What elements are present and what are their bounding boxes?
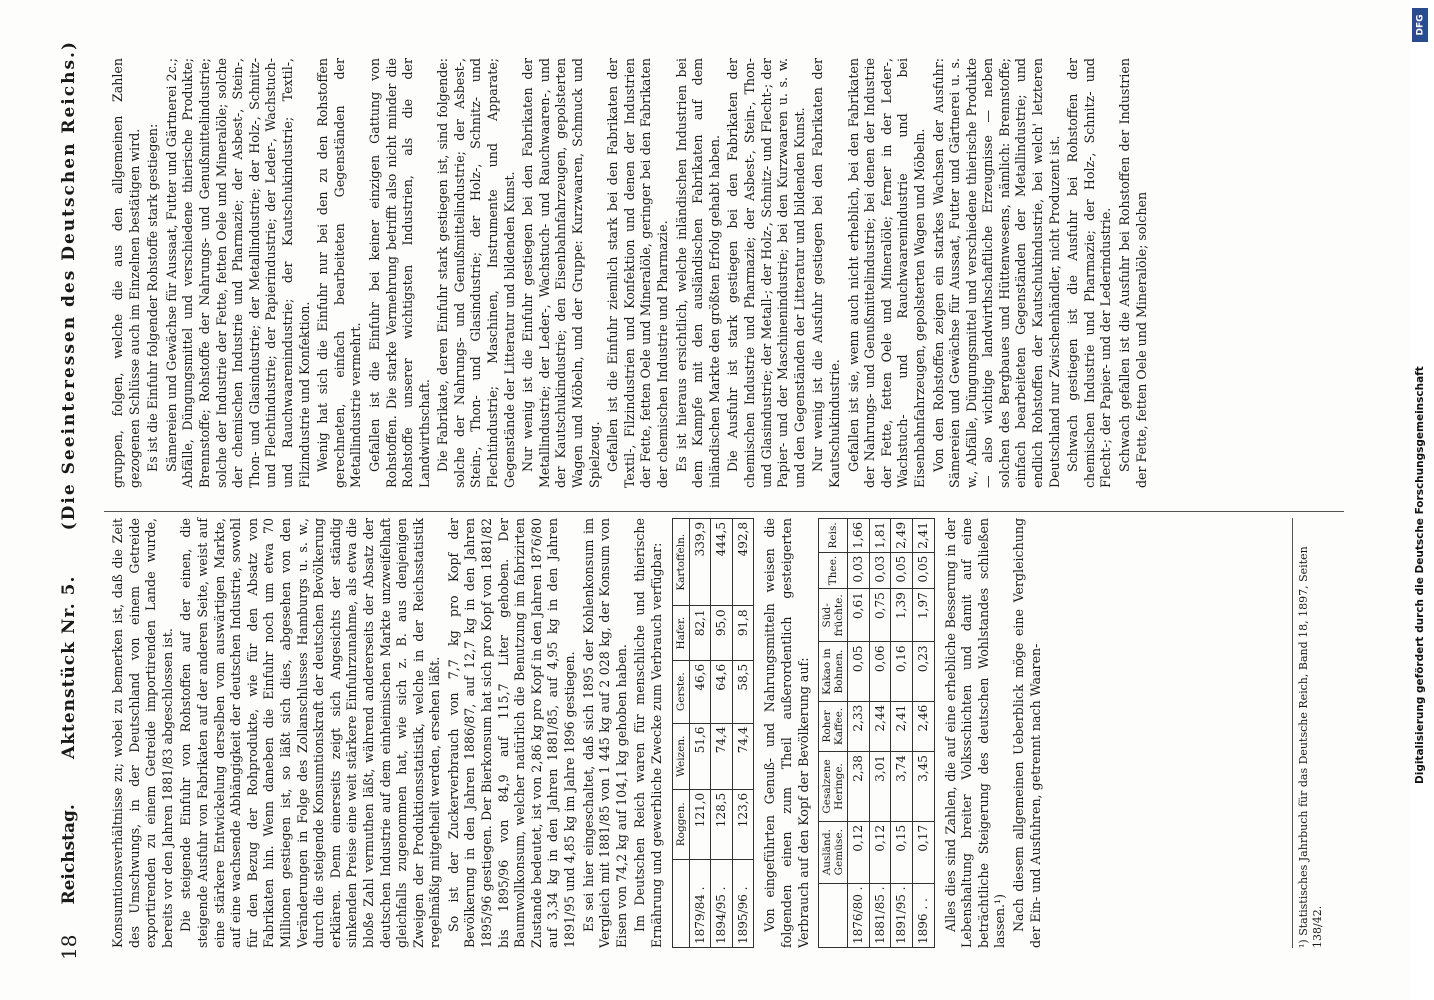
paragraph: Alles dies sind Zahlen, die auf eine erhebliche Besserung in der Lebenshaltung breiter Volksschichten und damit auf eine beträchtliche Steigerung des deutschen Wohlstandes schließen lassen.¹) [942,518,1008,948]
table-row [912,519,934,948]
column-divider [104,511,1344,512]
paragraph: Im Deutschen Reich waren für menschliche und thierische Ernährung und gewerbliche Zwecke zum Verbrauch verfügbar: [632,518,664,948]
table-cell: 2,38 [848,752,870,822]
paragraph: Schwach gefallen ist die Ausfuhr bei Rohstoffen der Industrien der Fette, fetten Oele und Mineralöle; solchen [1117,58,1149,488]
paragraph: Die Fabrikate, deren Einfuhr stark gestiegen ist, sind folgende: solche der Nahrungs- und Genußmittelindustrie; der Asbest-, Stein-, Thon- und Glasindustrie; der Holz-, Schnitz- und Flechtindustrie; Maschinen, Instrumente und Apparate; Gegenstände der Litteratur und bildenden Kunst. [435,58,517,488]
table-cell: 2,44 [869,701,891,751]
table-cell: 1894/95 . [711,859,733,947]
table-row [869,519,891,948]
table-cell: 0,05 [912,552,934,589]
table-cell: 2,49 [891,519,913,553]
table-header [672,859,689,947]
dfg-logo-icon [1412,8,1428,42]
digitization-sidebar [1408,0,1434,1000]
table-cell: 2,33 [848,701,870,751]
table-cell: 74,4 [711,723,733,789]
paragraph: Nur wenig ist die Einfuhr gestiegen bei den Fabrikaten der Metallindustrie; der Leder-, Wachstuch- und Rauchwaaren-, und der Kautschukindustrie; den Eisenbahnfahrzeugen, gepolsterten Wagen und Möbeln, und der Gruppe: Kurzwaaren, Schmuck und Spielzeug. [520,58,602,488]
paragraph: Die Ausfuhr ist stark gestiegen bei den Fabrikaten der chemischen Industrie und Pharmazie; der Asbest-, Stein-, Thon- und Glasindustrie; der Metall-; der Holz-, Schnitz- und Flecht-; der Papier- und der Maschinenindustrie; bei den Kurzwaaren u. s. w. und den Gegenständen der Litteratur und bildenden Kunst. [725,58,807,488]
table-cell: 64,6 [711,660,733,723]
paragraph: Wenig hat sich die Einfuhr nur bei den zu den Rohstoffen gerechneten, einfach bearbeiteten Gegenständen der Metallindustrie vermehrt. [315,58,364,488]
paragraph: Die steigende Einfuhr von Rohstoffen auf der einen, die steigende Ausfuhr von Fabrikaten auf der anderen Seite, weist auf eine stärkere Entwickelung derselben vom auswärtigen Markte, auf eine wachsende Abhängigkeit der deutschen Industrie, sowohl für den Bezug der Rohprodukte, wie für den Absatz von Fabrikaten hin. Wenn daneben die Einfuhr noch um etwa 70 Millionen gestiegen ist, so läßt sich dies, abgesehen von den Veränderungen in Folge des Zollanschlusses Hamburgs u. s. w., durch die steigende Konsumtionskraft der deutschen Bevölkerung erklären. Denn einerseits zeigt sich Angesichts der ständig sinkenden Preise eine weit stärkere Einfuhrzunahme, als etwa die bloße Zahl vermuthen läßt, während andererseits der Absatz der deutschen Industrie auf dem einheimischen Markte unzweifelhaft gleichfalls zugenommen hat, wie sich z. B. aus denjenigen Zweigen der Produktionsstatistik, welche in der Reichsstatistik regelmäßig mitgetheilt werden, ersehen läßt. [178,518,443,948]
table-cell: 339,9 [689,519,711,606]
page-header [52,40,86,960]
table-cell: 1,39 [891,589,913,642]
table-header-row [672,519,689,948]
table-cell: 0,05 [848,642,870,701]
table-cell: 0,75 [869,589,891,642]
table-cell: 123,6 [732,789,754,859]
table-cell: 444,5 [711,519,733,606]
table-cell: 128,5 [711,789,733,859]
table-cell: 0,61 [848,589,870,642]
table-header: Ausländ. Gemüse. [819,821,848,883]
table-cell: 1879/84 . [689,859,711,947]
table-cell: 0,23 [912,642,934,701]
paragraph: Es ist die Einfuhr folgender Rohstoffe stark gestiegen: [145,123,161,472]
table-row [711,519,733,948]
table-cell: 1891/95 . [891,883,913,947]
table-cell: 492,8 [732,519,754,606]
paragraph: Nach diesem allgemeinen Ueberblick möge eine Vergleichung der Ein- und Ausfuhren, getrennt nach Waaren- [1010,518,1043,948]
table-cell: 0,16 [891,642,913,701]
table-cell: 95,0 [711,606,733,660]
table-header: Roggen. [672,789,689,859]
table-header: Süd-früchte. [819,589,848,642]
table-cell: 0,12 [869,821,891,883]
paragraph: Gefallen ist die Einfuhr ziemlich stark bei den Fabrikaten der Textil-, Filzindustrien und Konfektion und denen der Industrien der Fette, fetten Oele und Mineralöle, geringer bei den Fabrikaten der chemischen Industrie und Pharmazie. [605,58,670,488]
table-header: Hafer. [672,606,689,660]
table-cell: 0,17 [912,821,934,883]
consumption-table-grains [672,518,755,948]
table-header: Kartoffeln. [672,519,689,606]
right-column [110,58,1152,488]
table-cell: 1881/85 . [869,883,891,947]
table-row [732,519,754,948]
table-header-row [819,519,848,948]
paragraph: Es sei hier eingeschaltet, daß sich 1895 der Kohlenkonsum im Vergleich mit 1881/85 von 1 445 kg auf 2 028 kg, der Konsum von Eisen von 74,2 kg auf 104,1 kg gehoben haben. [580,518,629,948]
table-row [848,519,870,948]
table-cell: 1,81 [869,519,891,553]
table-cell: 1,97 [912,589,934,642]
header-center-title: Aktenstück Nr. 5. [58,575,79,759]
table-cell: 1,66 [848,519,870,553]
table-cell: 0,05 [891,552,913,589]
table-cell: 2,41 [891,701,913,751]
paragraph: Von eingeführten Genuß- und Nahrungsmitteln weisen die folgenden einen zum Theil außerordentlich gesteigerten Verbrauch auf den Kopf der Bevölkerung auf: [762,518,811,948]
header-left-title: Reichstag. [58,804,79,905]
table-cell: 3,01 [869,752,891,822]
header-right-title: (Die Seeinteressen des Deutschen Reichs.) [58,40,79,531]
table-cell: 2,46 [912,701,934,751]
paragraph: Sämereien und Gewächse für Aussaat, Futter und Gärtnerei 2c.; Abfälle, Düngungsmittel und verschiedene thierische Produkte; Brennstoffe; Rohstoffe der Nahrungs- und Genußmittelindustrie; solche der Industrie der Fette, fetten Oele und Mineralöle; solche der chemischen Industrie und Pharmazie; der Asbest-, Stein-, Thon- und Glasindustrie; der Metallindustrie; der Holz-, Schnitz- und Flechtindustrie; der Papierindustrie; der Leder-, Wachstuch- und Rauchwaarenindustrie; der Kautschukindustrie; Textil-, Filzindustrie und Konfektion. [163,58,312,488]
table-cell: 3,74 [891,752,913,822]
table-cell: 91,8 [732,606,754,660]
table-cell: 0,03 [848,552,870,589]
left-column [110,518,1046,948]
table-header: Reis. [819,519,848,553]
paragraph: Von den Rohstoffen zeigen ein starkes Wachsen der Ausfuhr: Sämereien und Gewächse für Aussaat, Futter und Gärtnerei u. s. w., Abfälle, Düngungsmittel und verschiedene thierische Produkte — also wichtige landwirthschaftliche Erzeugnisse — neben solchen des Bergbaues und Hüttenwesens, nämlich: Brennstoffe; einfach bearbeiteten Gegenständen der Metallindustrie; und endlich Rohstoffen der Kautschukindustrie, bei welch' letzteren Deutschland nur Zwischenhändler, nicht Produzent ist. [930,58,1062,488]
table-header: Roher Kaffee. [819,701,848,751]
paragraph: Schwach gestiegen ist die Ausfuhr bei Rohstoffen der chemischen Industrie und Pharmazie; der Holz-, Schnitz- und Flecht-; der Papier- und der Lederindustrie. [1065,58,1114,488]
table-cell: 121,0 [689,789,711,859]
table-cell: 0,12 [848,821,870,883]
table-cell: 1895/96 . [732,859,754,947]
consumption-table-imports [818,518,934,948]
table-cell: 3,45 [912,752,934,822]
paragraph: Konsumtionsverhältnisse zu; wobei zu bemerken ist, daß die Zeit des Umschwungs, in der Deutschland von einem Getreide exportirenden zu einem Getreide importirenden Lande wurde, bereits vor den Jahren 1881/83 abgeschlossen ist. [110,518,175,948]
paragraph: Gefallen ist sie, wenn auch nicht erheblich, bei den Fabrikaten der Nahrungs- und Genußmittelindustrie; bei denen der Industrie der Fette, fetten Oele und Mineralöle; ferner in der Leder-, Wachstuch- und Rauchwaarenindustrie und bei Eisenbahnfahrzeugen, gepolsterten Wagen und Möbeln. [845,58,927,488]
table-header [819,883,848,947]
table-cell: 1876/80 . [848,883,870,947]
footnote: ¹) Statistisches Jahrbuch für das Deutsche Reich, Band 18, 1897, Seiten 138/42. [1292,518,1325,948]
paragraph: Nur wenig ist die Ausfuhr gestiegen bei den Fabrikaten der Kautschukindustrie. [810,58,842,488]
paragraph: gruppen, folgen, welche die aus den allgemeinen Zahlen gezogenen Schlüsse auch im Einzelnen bestätigen wird. [110,58,142,488]
table-row [689,519,711,948]
paragraph: Gefallen ist die Einfuhr bei keiner einzigen Gattung von Rohstoffen. Die starke Vermehrung betrifft also nicht minder die Rohstoffe unserer wichtigsten Industrien, als die der Landwirthschaft. [366,58,432,488]
table-cell: 74,4 [732,723,754,789]
table-cell: 58,5 [732,660,754,723]
table-cell: 0,03 [869,552,891,589]
table-row [891,519,913,948]
table-cell: 51,6 [689,723,711,789]
paragraph: Es ist hieraus ersichtlich, welche inländischen Industrien bei dem Kampfe mit den ausländischen Fabrikaten auf dem inländischen Markte den größten Erfolg gehabt haben. [673,58,722,488]
table-header: Weizen. [672,723,689,789]
table-header: Kakao in Bohnen. [819,642,848,701]
table-header: Gesalzene Heringe. [819,752,848,822]
table-cell: 2,41 [912,519,934,553]
table-cell: 0,06 [869,642,891,701]
table-cell: 0,15 [891,821,913,883]
table-header: Thee. [819,552,848,589]
dfg-logo-text: DFG [1415,14,1426,36]
table-header: Gerste. [672,660,689,723]
digitization-credit: Digitalisierung gefördert durch die Deutsche Forschungsgemeinschaft [1414,366,1426,784]
page-number: 18 [56,934,81,960]
paragraph: So ist der Zuckerverbrauch von 7,7 kg pro Kopf der Bevölkerung in den Jahren 1886/87, auf 12,7 kg in den Jahren 1895/96 gestiegen. Der Bierkonsum hat sich pro Kopf von 1881/82 bis 1895/96 von 84,9 auf 115,7 Liter gehoben. Der Baumwollkonsum, welcher natürlich die Benutzung im fabrizirten Zustande bedeutet, ist von 2,86 kg pro Kopf in den Jahren 1876/80 auf 3,34 kg in den Jahren 1881/85, auf 4,95 kg in den Jahren 1891/95 und 4,85 kg im Jahre 1896 gestiegen. [445,518,578,948]
table-cell: 82,1 [689,606,711,660]
table-cell: 46,6 [689,660,711,723]
table-cell: 1896 . . [912,883,934,947]
